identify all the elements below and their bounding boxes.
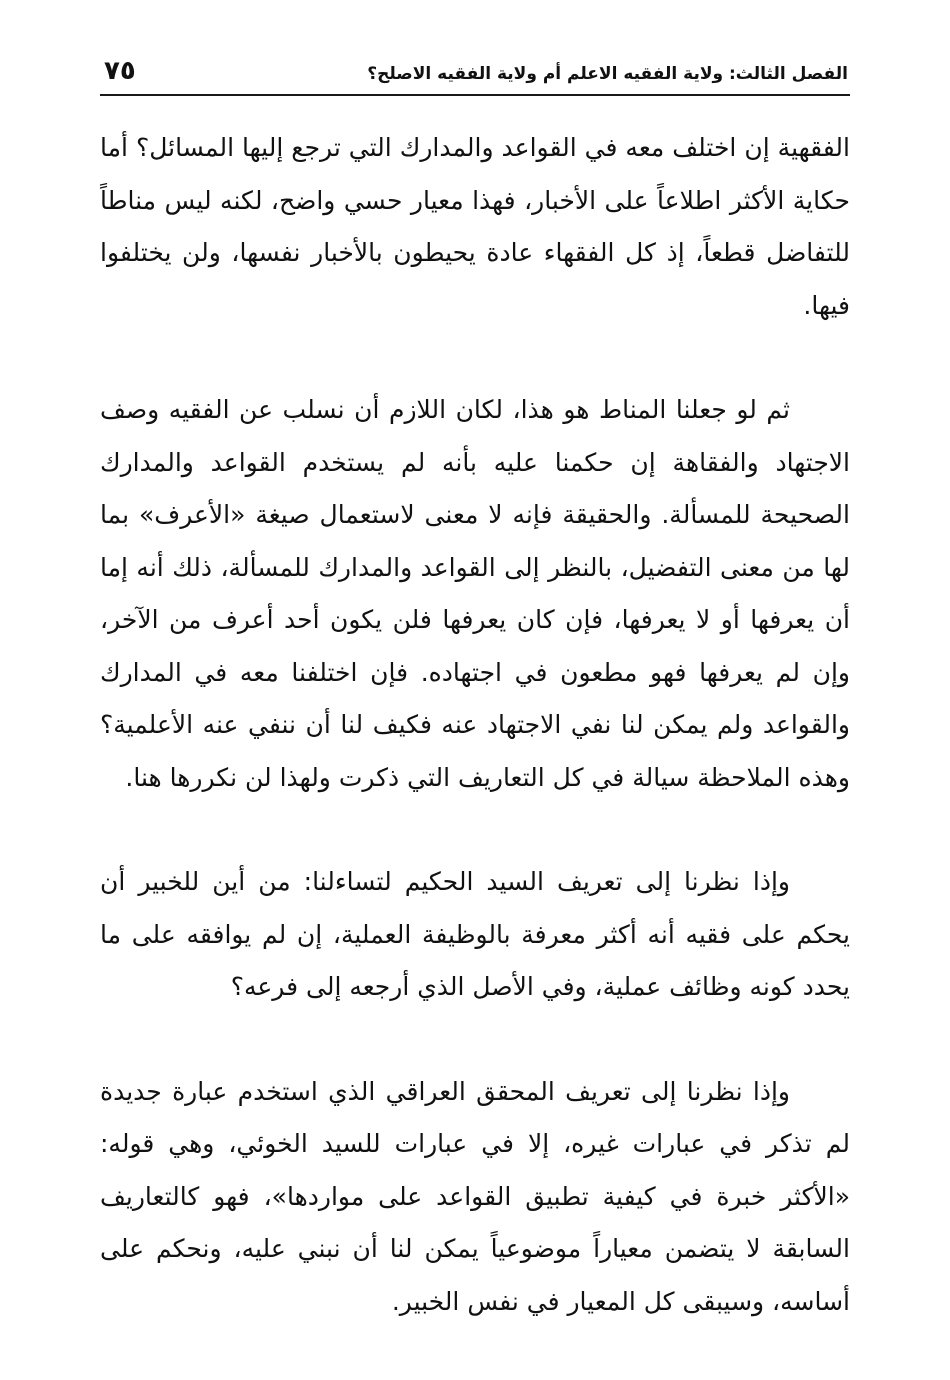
paragraph-4: وإذا نظرنا إلى تعريف المحقق العراقي الذي استخدم عبارة جديدة لم تذكر في عبارات غيره، إلا في عبارات للسيد الخوئي، وهي قوله: «الأكثر خبرة في كيفية تطبيق القواعد على مواردها»، فهو كالتعاريف السابقة لا يتضمن معياراً موضوعياً يمكن لنا أن نبني عليه، ونحكم على أساسه، وسيبقى كل المعيار في نفس الخبير. xyxy=(100,1076,850,1316)
body-text xyxy=(100,122,850,1380)
paragraph-2: ثم لو جعلنا المناط هو هذا، لكان اللازم أن نسلب عن الفقيه وصف الاجتهاد والفقاهة إن حكمنا عليه بأنه لم يستخدم القواعد والمدارك الصحيحة للمسألة. والحقيقة فإنه لا معنى لاستعمال صيغة «الأعرف» بما لها من معنى التفضيل، بالنظر إلى القواعد والمدارك للمسألة، ذلك أنه إما أن يعرفها أو لا يعرفها، فإن كان يعرفها فلن يكون أحد أعرف من الآخر، وإن لم يعرفها فهو مطعون في اجتهاده. فإن اختلفنا معه في المدارك والقواعد ولم يمكن لنا نفي الاجتهاد عنه فكيف لنا أن ننفي عنه الأعلمية؟ وهذه الملاحظة سيالة في كل التعاريف التي ذكرت ولهذا لن نكررها هنا. xyxy=(100,395,850,792)
paragraph-1: الفقهية إن اختلف معه في القواعد والمدارك التي ترجع إليها المسائل؟ أما حكاية الأكثر اطلاعاً على الأخبار، فهذا معيار حسي واضح، لكنه ليس مناطاً للتفاضل قطعاً، إذ كل الفقهاء عادة يحيطون بالأخبار نفسها، ولن يختلفوا فيها. xyxy=(100,133,850,320)
page-header xyxy=(100,58,850,96)
running-title: الفصل الثالث: ولاية الفقيه الاعلم أم ولاية الفقيه الاصلح؟ xyxy=(367,64,848,84)
paragraph-3: وإذا نظرنا إلى تعريف السيد الحكيم لتساءلنا: من أين للخبير أن يحكم على فقيه أنه أكثر معرفة بالوظيفة العملية، إن لم يوافقه على ما يحدد كونه وظائف عملية، وفي الأصل الذي أرجعه إلى فرعه؟ xyxy=(100,867,850,1001)
page-number: ٧٥ xyxy=(104,56,136,86)
